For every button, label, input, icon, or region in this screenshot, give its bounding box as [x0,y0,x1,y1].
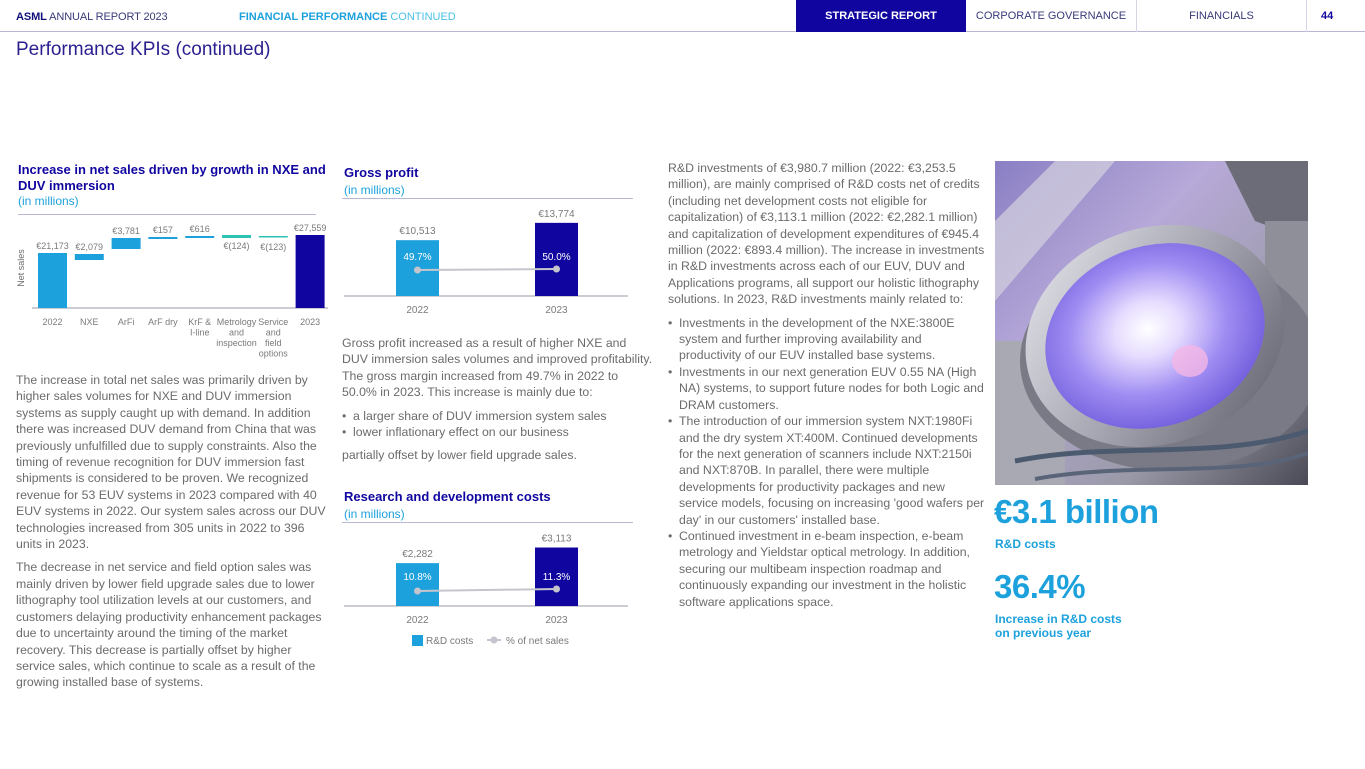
legend-swatch-bar [412,635,423,646]
gross-profit-bullet: • lower inflationary effect on our business [342,424,654,440]
chart-value-label: €2,282 [402,549,433,561]
waterfall-category-label: options [258,348,288,359]
chart-percent-label: 10.8% [403,572,432,583]
gross-profit-intro: Gross profit increased as a result of higher NXE and DUV immersion sales volumes and improved profitability. The gross margin increased from 49.7% in 2022 to 50.0% in 2023. This increase is mainly due to: [342,336,653,400]
waterfall-bar [222,235,251,238]
waterfall-value-label: €616 [189,224,210,234]
section-breadcrumb [239,11,456,23]
rnd-bullets [668,315,986,610]
chart-category-label: 2022 [406,305,429,316]
waterfall-bar [112,238,141,249]
rnd-commentary [668,160,986,610]
waterfall-bar [148,237,177,239]
report-brand [16,11,168,23]
chart-value-label: €13,774 [538,208,575,220]
nav-corporate-governance[interactable]: CORPORATE GOVERNANCE [975,10,1127,22]
legend-label: % of net sales [506,636,569,647]
waterfall-value-label: €2,079 [75,242,104,252]
page-number: 44 [1306,0,1365,32]
top-bar [0,0,1365,32]
waterfall-bar [259,236,288,238]
rnd-bullet: • Continued investment in e-beam inspection, e-beam metrology and Yieldstar optical metrology. In addition, securing our multibeam inspection roadmap and continuously expanding our investment in the holistic software applications space. [668,528,986,610]
euv-chamber-illustration [995,161,1308,485]
waterfall-bar [296,235,325,308]
net-sales-waterfall-chart [10,216,330,366]
legend-label: R&D costs [426,636,474,647]
euv-light-source-photo [995,161,1308,485]
waterfall-value-label: €3,781 [112,226,140,236]
waterfall-bar [185,236,214,238]
waterfall-category-label: ArFi [117,317,135,327]
gross-profit-chart-rule [342,198,633,199]
waterfall-y-axis-label: Net sales [16,249,26,287]
chart-category-label: 2023 [545,305,568,316]
waterfall-value-label: €157 [152,225,173,235]
nav-financials[interactable]: FINANCIALS [1136,0,1306,32]
brand-name: ASML [16,11,47,23]
legend-swatch-point [491,637,498,644]
chart-percent-label: 50.0% [542,252,571,263]
waterfall-category-label: 2022 [42,317,63,327]
kpi-rnd-increase-label-line: Increase in R&D costs [995,612,1122,626]
section-continued: CONTINUED [387,11,456,23]
kpi-rnd-increase-value: 36.4% [994,568,1086,605]
chart-value-label: €10,513 [399,226,436,238]
waterfall-category-label: 2023 [300,317,321,327]
waterfall-category-label: inspection [216,338,257,348]
waterfall-category-label: KrF & [188,317,212,327]
nav-strategic-report[interactable]: STRATEGIC REPORT [796,0,966,32]
waterfall-value-label: €21,173 [36,241,69,251]
waterfall-value-label: €(123) [260,242,287,252]
gross-profit-commentary [342,335,654,471]
chart-percent-line [418,269,557,270]
rnd-chart-rule [342,522,633,523]
net-sales-paragraph-1: The increase in total net sales was primarily driven by higher sales volumes for NXE and DUV immersion systems as supply caught up with demand. In addition there was increased DUV demand from China that was previously unfulfilled due to supply constraints. Also the timing of revenue recognition for DUV immersion fast shipments is considered to be proven. We recognized revenue for 53 EUV systems in 2023 compared with 40 EUV systems in 2022. Our system sales across our DUV technologies increased from 305 units in 2022 to 396 units in 2023. [16,373,326,552]
rnd-chart [340,524,640,652]
waterfall-category-label: ArF dry [148,317,178,327]
net-sales-chart-title: Increase in net sales driven by growth in NXE and DUV immersion [18,162,326,193]
gross-profit-chart [340,200,640,320]
waterfall-value-label: €27,559 [293,223,327,233]
chart-percent-label: 11.3% [542,572,571,583]
waterfall-category-label: and [265,327,281,338]
waterfall-bar [38,253,67,308]
brand-report-title: ANNUAL REPORT 2023 [46,11,168,23]
section-name: FINANCIAL PERFORMANCE [239,11,388,23]
rnd-chart-title: Research and development costs [344,489,551,504]
gross-profit-bullets [342,408,654,441]
chart-percent-point [553,586,560,593]
waterfall-category-label: Service [258,317,289,327]
rnd-chart-subtitle: (in millions) [344,507,405,521]
kpi-rnd-increase-label [995,612,1122,640]
page-title: Performance KPIs (continued) [16,39,271,60]
net-sales-paragraph-2: The decrease in net service and field option sales was mainly driven by lower field upgrade sales due to lower lithography tool utilization levels at our customers, and customers delaying productivity enhancement packages due to uncertainty around the timing of the market recovery. This decrease is partially offset by higher service sales, which continue to scale as a result of the growing installed base of systems. [16,560,322,690]
waterfall-category-label: and [228,327,245,338]
chart-percent-point [414,267,421,274]
gross-profit-bullet: • a larger share of DUV immersion system sales [342,408,654,424]
net-sales-chart-rule [18,214,316,215]
gross-profit-chart-title: Gross profit [344,165,419,180]
gross-profit-chart-subtitle: (in millions) [344,183,405,197]
gross-profit-outro: partially offset by lower field upgrade sales. [342,448,577,463]
rnd-bullet: • The introduction of our immersion system NXT:1980Fi and the dry system XT:400M. Continued developments for the next generation of scanners include NXT:2150i and NXT:870B. In parallel, there were multiple developments for productivity packages and new service models, focusing on increasing 'good wafers per day' in our customers' installed base. [668,413,986,528]
kpi-rnd-costs-label: R&D costs [995,537,1056,551]
waterfall-category-label: field [265,338,282,348]
kpi-rnd-increase-label-line: on previous year [995,626,1092,640]
net-sales-commentary [16,372,326,698]
waterfall-category-label: Metrology [216,317,257,327]
waterfall-category-label: I-line [189,327,210,338]
rnd-intro: R&D investments of €3,980.7 million (2022: €3,253.5 million), are mainly comprised of R&D costs net of credits (including net development costs not eligible for capitalization) of €3,113.1 million (2022: €2,282.1 million) and capitalization of development expenditures of €945.4 million (2022: €893.4 million). The increase in investments in R&D investments across each of our EUV, DUV and Applications programs, all support our holistic lithography solutions. In 2023, R&D investments mainly related to: [668,161,985,307]
chart-value-label: €3,113 [541,533,572,545]
chart-percent-point [414,588,421,595]
waterfall-value-label: €(124) [223,241,250,251]
chart-category-label: 2022 [406,615,429,626]
chart-percent-point [553,266,560,273]
waterfall-category-label: NXE [80,317,99,327]
rnd-bullet: • Investments in the development of the NXE:3800E system and further improving availability and productivity of our EUV installed base systems. [668,315,986,364]
waterfall-bar [75,254,104,260]
chart-percent-label: 49.7% [403,252,432,263]
chart-category-label: 2023 [545,615,568,626]
kpi-rnd-costs-value: €3.1 billion [994,493,1159,530]
chart-bar [396,563,439,606]
rnd-bullet: • Investments in our next generation EUV 0.55 NA (High NA) systems, to support future nodes for both Logic and DRAM customers. [668,364,986,413]
net-sales-chart-subtitle: (in millions) [18,194,79,208]
